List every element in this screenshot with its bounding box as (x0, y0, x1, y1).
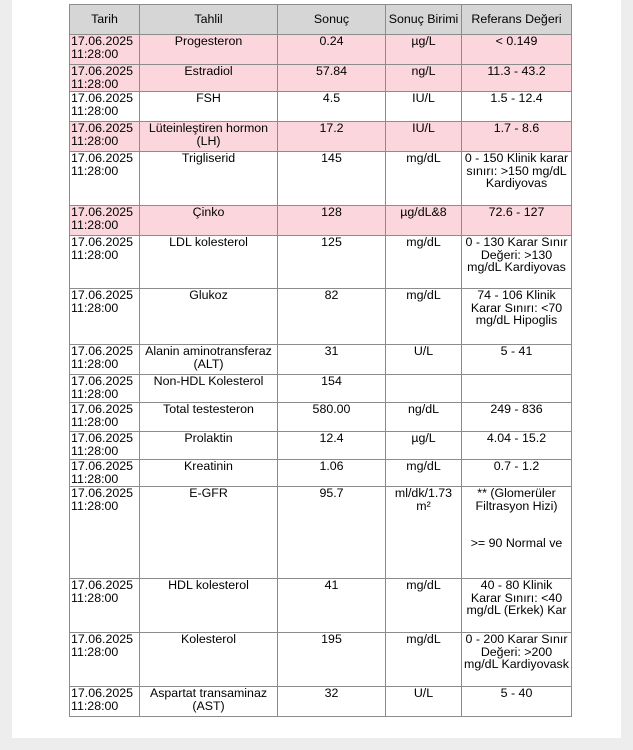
cell-result: 95.7 (278, 487, 386, 579)
table-row (70, 122, 572, 152)
table-row (70, 687, 572, 717)
cell-date: 17.06.2025 11:28:00 (70, 92, 140, 122)
cell-result: 125 (278, 236, 386, 289)
table-row (70, 460, 572, 487)
table-row (70, 487, 572, 579)
cell-unit: mg/dL (386, 289, 462, 345)
cell-test: Alanin aminotransferaz (ALT) (140, 345, 278, 375)
cell-date: 17.06.2025 11:28:00 (70, 375, 140, 403)
cell-unit: µg/dL&8 (386, 206, 462, 236)
cell-reference (462, 375, 572, 403)
cell-result: 41 (278, 579, 386, 633)
table-row (70, 152, 572, 206)
cell-test: FSH (140, 92, 278, 122)
table-row (70, 92, 572, 122)
cell-result: 4.5 (278, 92, 386, 122)
column-header-result: Sonuç (278, 5, 386, 35)
cell-test: Estradiol (140, 65, 278, 92)
table-row (70, 35, 572, 65)
cell-date: 17.06.2025 11:28:00 (70, 289, 140, 345)
cell-reference: 72.6 - 127 (462, 206, 572, 236)
cell-date: 17.06.2025 11:28:00 (70, 35, 140, 65)
cell-date: 17.06.2025 11:28:00 (70, 236, 140, 289)
cell-reference: 4.04 - 15.2 (462, 432, 572, 460)
cell-unit: mg/dL (386, 460, 462, 487)
cell-test: Total testesteron (140, 403, 278, 432)
cell-unit: mg/dL (386, 633, 462, 687)
cell-reference: 249 - 836 (462, 403, 572, 432)
cell-date: 17.06.2025 11:28:00 (70, 579, 140, 633)
table-row (70, 289, 572, 345)
report-page (12, 0, 621, 738)
cell-unit: ng/L (386, 65, 462, 92)
cell-result: 145 (278, 152, 386, 206)
column-header-date: Tarih (70, 5, 140, 35)
cell-test: Glukoz (140, 289, 278, 345)
cell-unit: µg/L (386, 432, 462, 460)
table-header-row (70, 5, 572, 35)
cell-unit: IU/L (386, 122, 462, 152)
cell-test: HDL kolesterol (140, 579, 278, 633)
cell-unit: ml/dk/1.73 m² (386, 487, 462, 579)
cell-reference: < 0.149 (462, 35, 572, 65)
cell-result: 154 (278, 375, 386, 403)
table-row (70, 579, 572, 633)
cell-test: Prolaktin (140, 432, 278, 460)
cell-result: 12.4 (278, 432, 386, 460)
cell-test: Aspartat transaminaz (AST) (140, 687, 278, 717)
table-row (70, 403, 572, 432)
table-row (70, 345, 572, 375)
column-header-unit: Sonuç Birimi (386, 5, 462, 35)
cell-reference: 1.5 - 12.4 (462, 92, 572, 122)
cell-date: 17.06.2025 11:28:00 (70, 460, 140, 487)
lab-results-table (69, 4, 572, 717)
table-row (70, 65, 572, 92)
cell-test: E-GFR (140, 487, 278, 579)
cell-test: Lüteinleştiren hormon (LH) (140, 122, 278, 152)
cell-result: 17.2 (278, 122, 386, 152)
cell-result: 195 (278, 633, 386, 687)
cell-unit: mg/dL (386, 579, 462, 633)
cell-date: 17.06.2025 11:28:00 (70, 403, 140, 432)
cell-reference: 5 - 41 (462, 345, 572, 375)
cell-unit: IU/L (386, 92, 462, 122)
cell-result: 128 (278, 206, 386, 236)
cell-reference: 40 - 80 Klinik Karar Sınırı: <40 mg/dL (Erkek) Kar (462, 579, 572, 633)
cell-reference: 11.3 - 43.2 (462, 65, 572, 92)
cell-test: Kreatinin (140, 460, 278, 487)
cell-reference: 74 - 106 Klinik Karar Sınırı: <70 mg/dL Hipoglis (462, 289, 572, 345)
table-row (70, 236, 572, 289)
cell-test: LDL kolesterol (140, 236, 278, 289)
cell-unit: mg/dL (386, 236, 462, 289)
cell-reference: 0 - 150 Klinik karar sınırı: >150 mg/dL Kardiyovas (462, 152, 572, 206)
cell-result: 0.24 (278, 35, 386, 65)
cell-test: Trigliserid (140, 152, 278, 206)
cell-date: 17.06.2025 11:28:00 (70, 65, 140, 92)
cell-result: 82 (278, 289, 386, 345)
cell-result: 31 (278, 345, 386, 375)
cell-date: 17.06.2025 11:28:00 (70, 345, 140, 375)
cell-date: 17.06.2025 11:28:00 (70, 122, 140, 152)
cell-reference: 1.7 - 8.6 (462, 122, 572, 152)
cell-result: 580.00 (278, 403, 386, 432)
cell-reference: 0 - 130 Karar Sınır Değeri: >130 mg/dL Kardiyovas (462, 236, 572, 289)
cell-reference: 5 - 40 (462, 687, 572, 717)
cell-result: 1.06 (278, 460, 386, 487)
table-row (70, 432, 572, 460)
cell-unit (386, 375, 462, 403)
cell-test: Kolesterol (140, 633, 278, 687)
cell-reference: 0 - 200 Karar Sınır Değeri: >200 mg/dL Kardiyovask (462, 633, 572, 687)
cell-test: Progesteron (140, 35, 278, 65)
table-row (70, 206, 572, 236)
cell-unit: ng/dL (386, 403, 462, 432)
cell-test: Non-HDL Kolesterol (140, 375, 278, 403)
table-row (70, 375, 572, 403)
cell-date: 17.06.2025 11:28:00 (70, 152, 140, 206)
cell-date: 17.06.2025 11:28:00 (70, 206, 140, 236)
cell-result: 32 (278, 687, 386, 717)
cell-reference: ** (Glomerüler Filtrasyon Hizi) >= 90 Normal ve (462, 487, 572, 579)
cell-date: 17.06.2025 11:28:00 (70, 687, 140, 717)
column-header-reference: Referans Değeri (462, 5, 572, 35)
cell-date: 17.06.2025 11:28:00 (70, 633, 140, 687)
cell-unit: mg/dL (386, 152, 462, 206)
cell-result: 57.84 (278, 65, 386, 92)
table-row (70, 633, 572, 687)
cell-unit: U/L (386, 687, 462, 717)
cell-reference: 0.7 - 1.2 (462, 460, 572, 487)
column-header-test: Tahlil (140, 5, 278, 35)
cell-date: 17.06.2025 11:28:00 (70, 432, 140, 460)
cell-date: 17.06.2025 11:28:00 (70, 487, 140, 579)
cell-test: Çinko (140, 206, 278, 236)
cell-unit: µg/L (386, 35, 462, 65)
cell-unit: U/L (386, 345, 462, 375)
